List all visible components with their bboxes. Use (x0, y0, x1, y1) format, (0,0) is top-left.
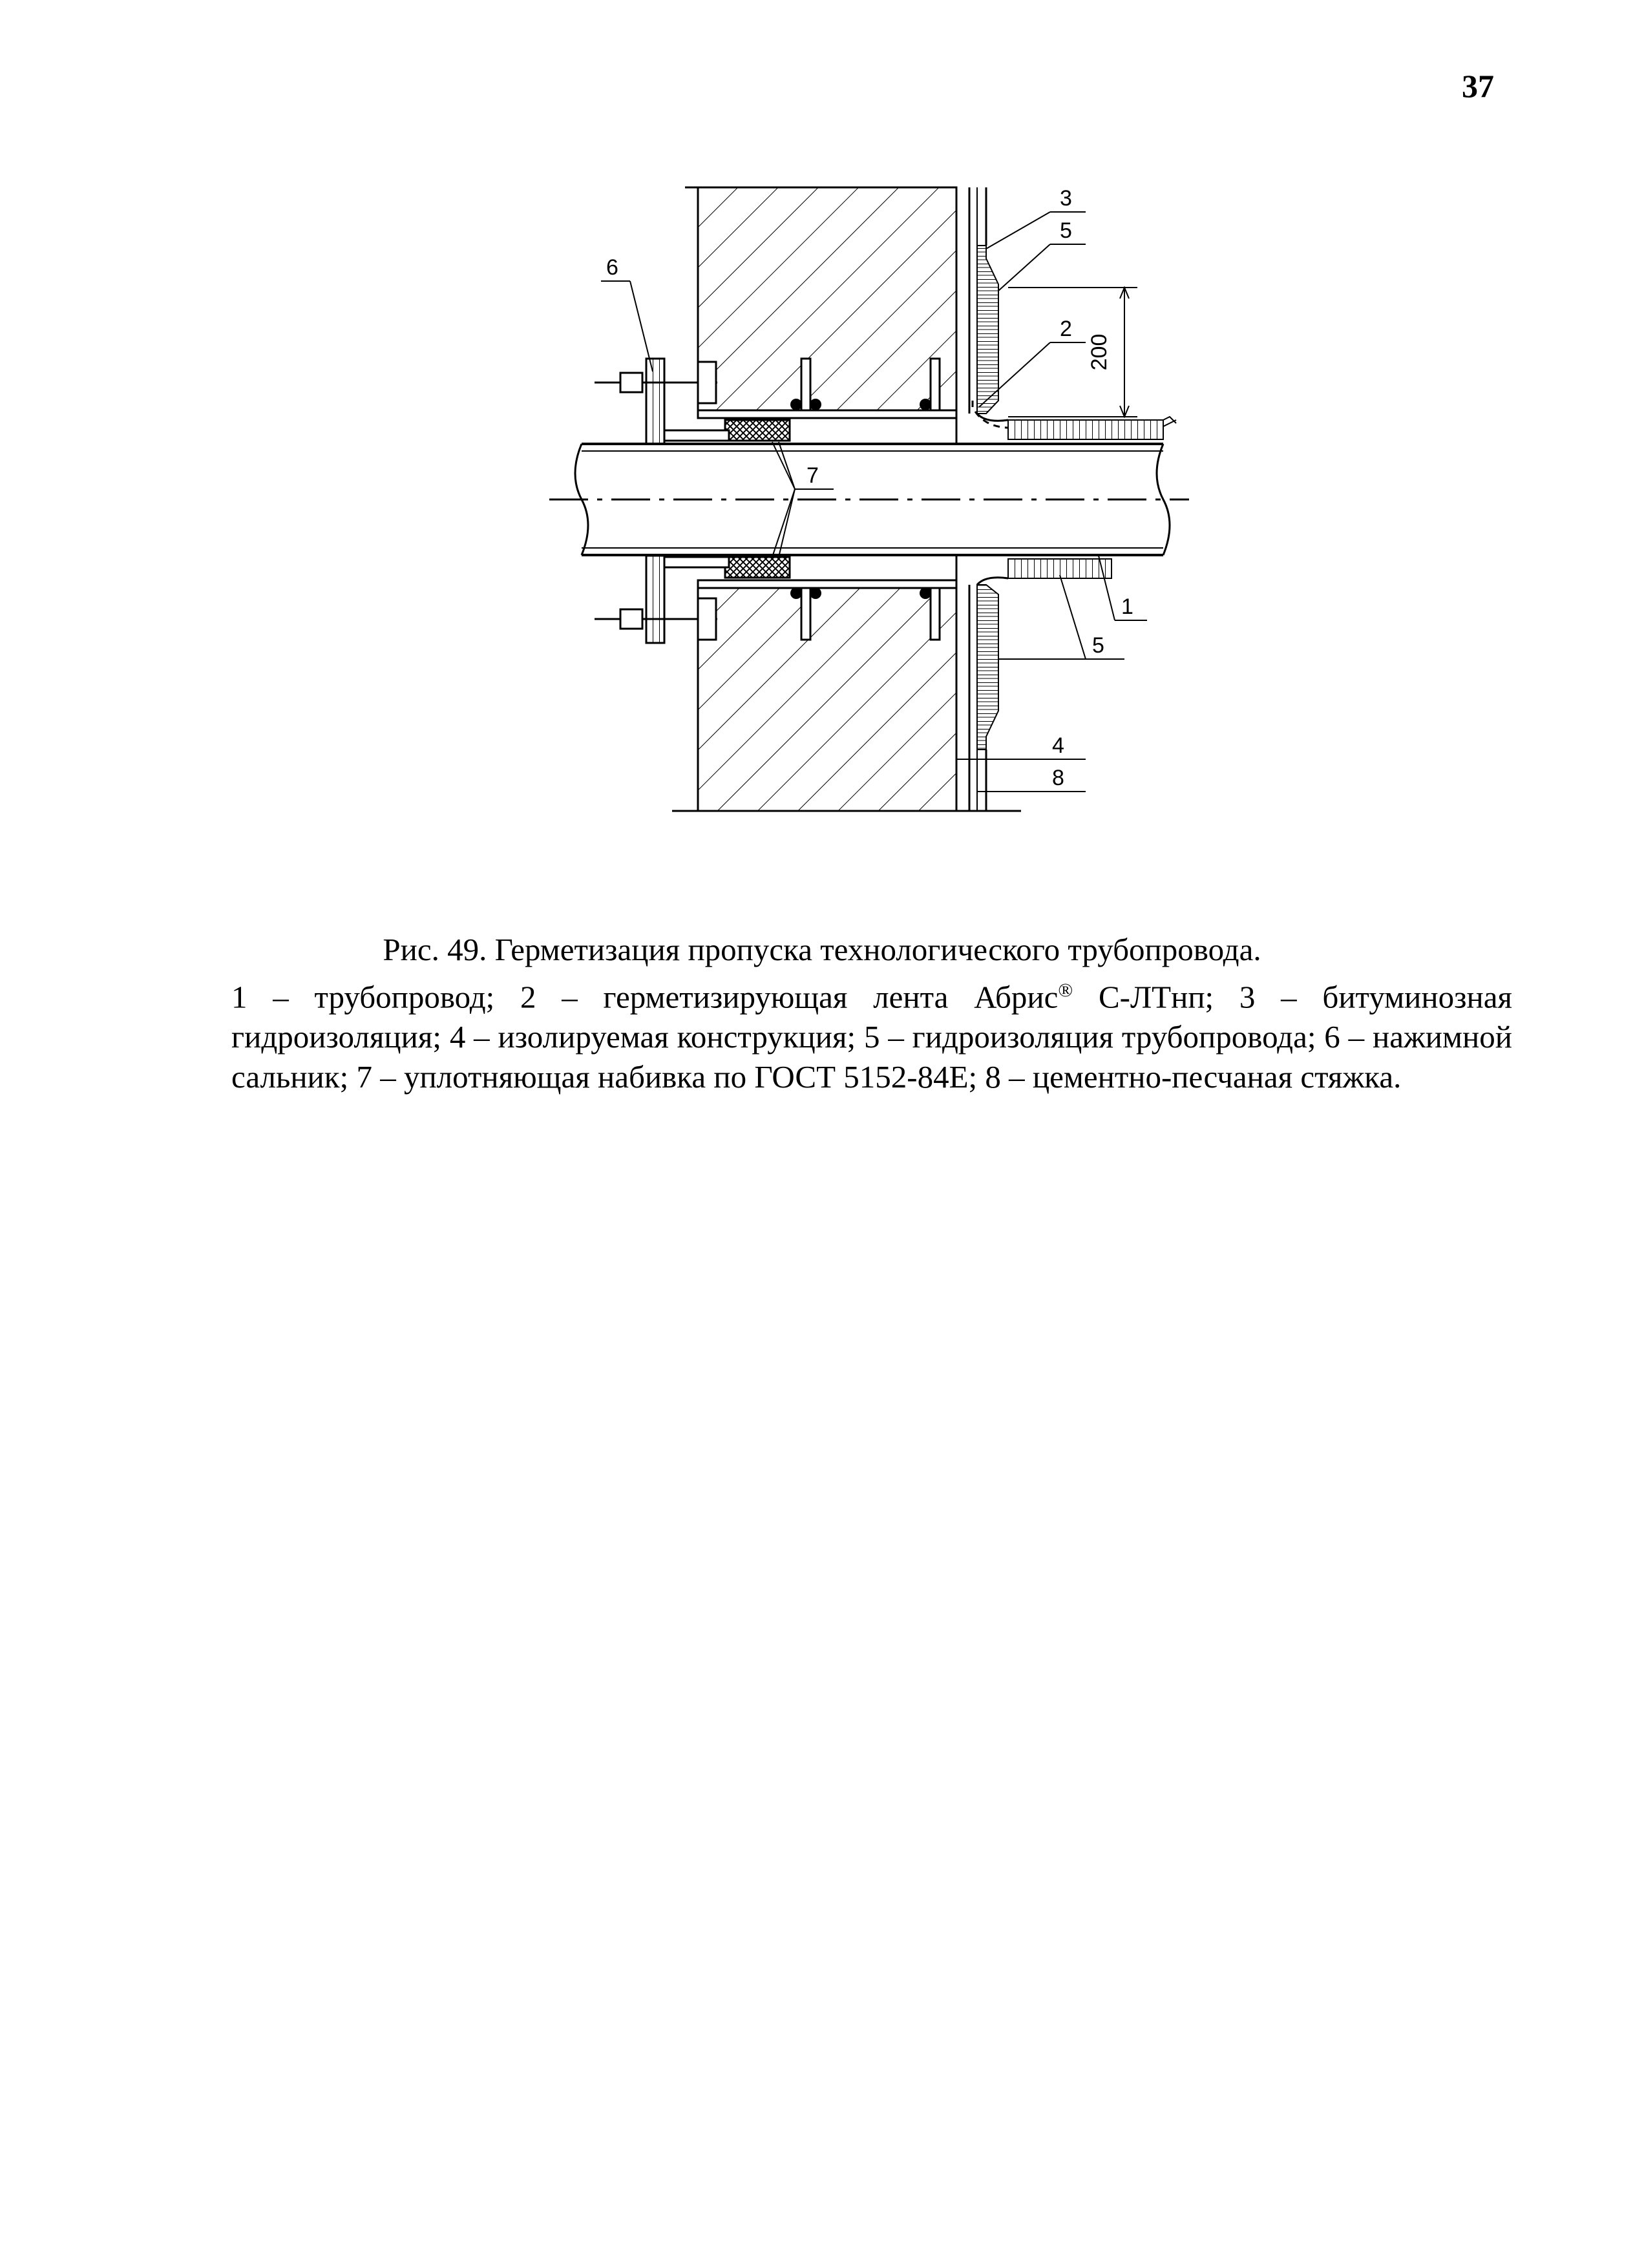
legend-part-1: 1 – трубопровод; 2 – герметизирующая лента Абрис (231, 979, 1059, 1015)
callout-1: 1 (1121, 594, 1133, 619)
callout-7: 7 (806, 463, 819, 488)
pipeline (549, 444, 1189, 555)
pipe-waterproofing-lower (977, 559, 1112, 750)
figure-caption-title: Рис. 49. Герметизация пропуска технологического трубопровода. (383, 932, 1261, 967)
callout-4: 4 (1052, 733, 1064, 758)
callout-8: 8 (1052, 766, 1064, 790)
registered-mark: ® (1058, 980, 1073, 1001)
page-number: 37 (1462, 68, 1494, 104)
callout-5-top: 5 (1060, 218, 1072, 243)
callout-5-bottom: 5 (1092, 633, 1104, 658)
dimension-label: 200 (1087, 333, 1112, 371)
pipe-penetration-drawing (0, 0, 1644, 905)
callout-3: 3 (1060, 186, 1072, 211)
callout-2: 2 (1060, 317, 1072, 341)
callout-6: 6 (606, 255, 618, 280)
dimension-200 (1008, 288, 1137, 417)
legend-part-2: С-ЛТнп; 3 – битуминозная гидроизоляция; 4 – изолируемая конструкция; 5 – гидроизоляция трубопровода; 6 – нажимной сальник; 7 – уплотняющая набивка по ГОСТ 5152-84Е; 8 – цементно-песчаная стяжка. (231, 979, 1512, 1095)
technical-drawing-svg (0, 0, 1644, 905)
wall-upper (685, 187, 956, 414)
figure-caption-legend (231, 971, 1512, 1097)
